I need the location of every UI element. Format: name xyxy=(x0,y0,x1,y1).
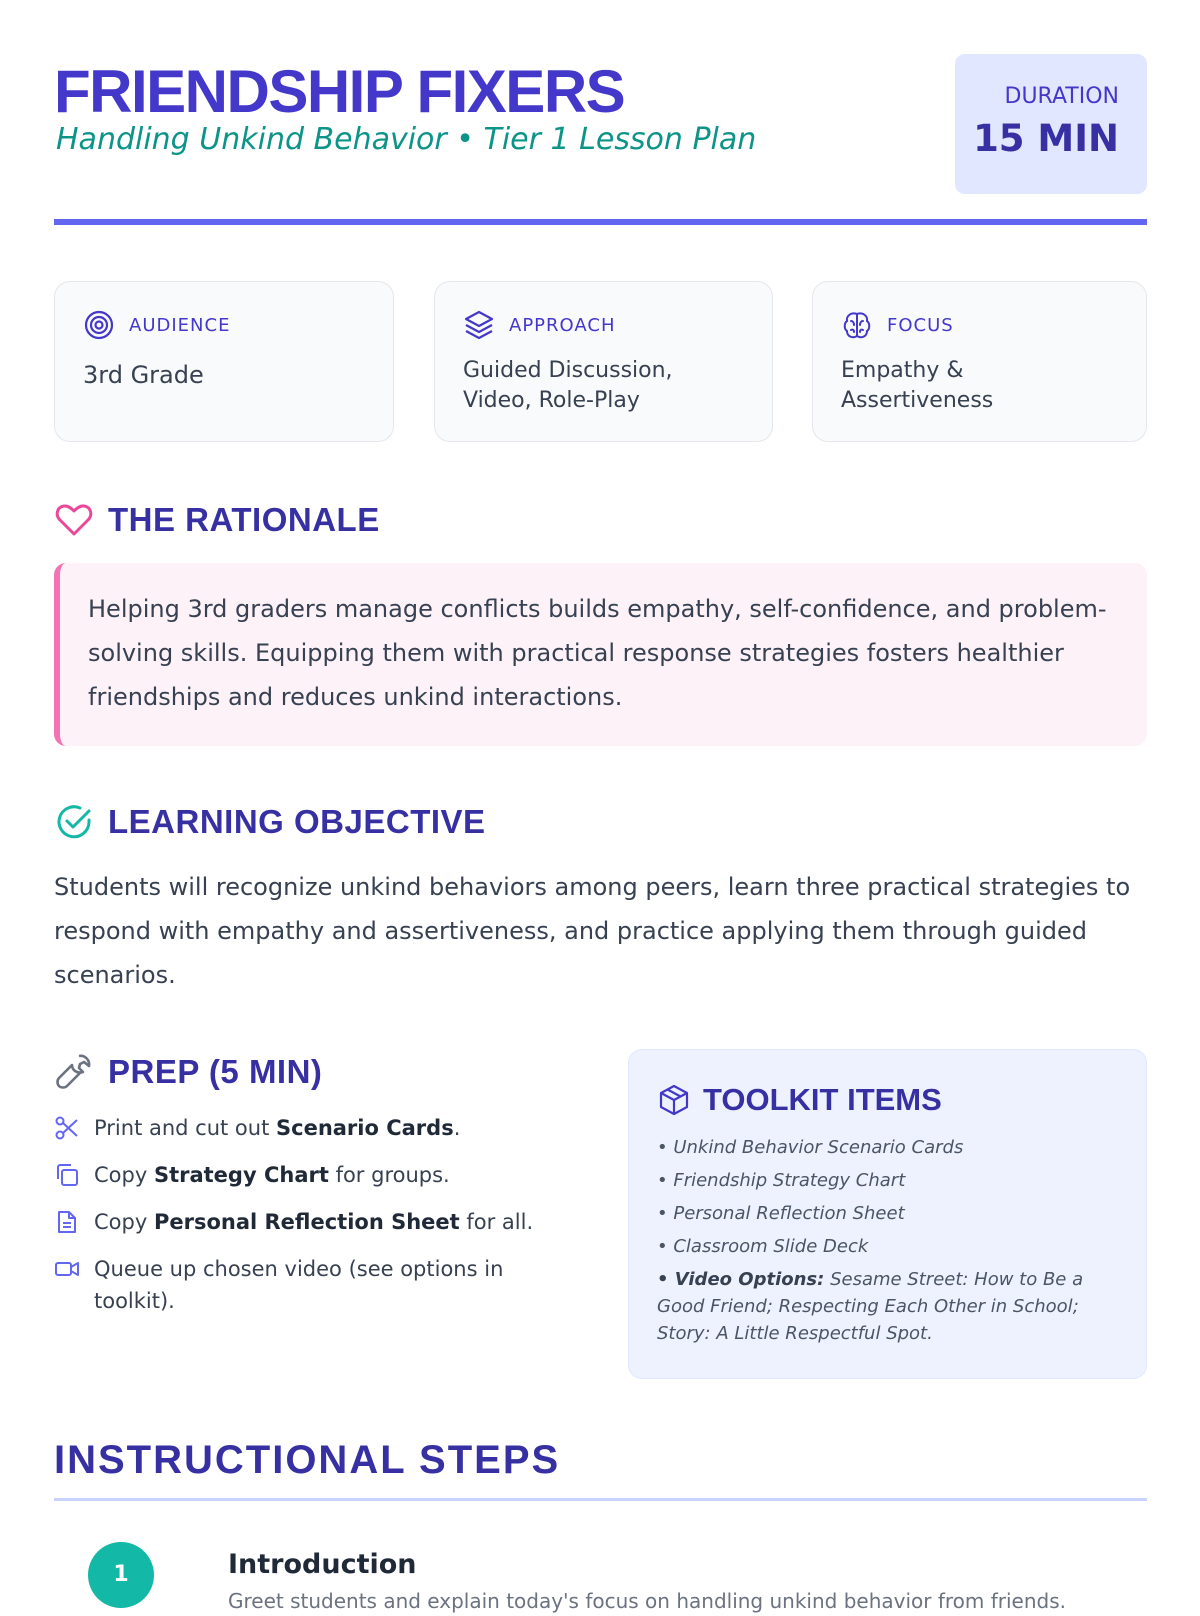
steps-heading: INSTRUCTIONAL STEPS xyxy=(54,1438,561,1482)
step-number-badge: 1 xyxy=(88,1542,154,1608)
rationale-box: Helping 3rd graders manage conflicts builds empathy, self-confidence, and problem-solving skills. Equipping them with practical response strategies fosters healthier friendships and reduces unkind interactions. xyxy=(54,563,1147,746)
page-title: FRIENDSHIP FIXERS xyxy=(54,58,625,125)
wrench-icon xyxy=(54,1052,94,1092)
video-icon xyxy=(54,1256,80,1282)
toolkit-item: • Friendship Strategy Chart xyxy=(657,1170,906,1191)
prep-item xyxy=(54,1159,574,1191)
step-title: Introduction xyxy=(228,1549,417,1580)
step-description: Greet students and explain today's focus on handling unkind behavior from friends. xyxy=(228,1589,1067,1613)
header xyxy=(54,52,1147,194)
approach-label: APPROACH xyxy=(509,314,616,336)
toolkit-title: TOOLKIT ITEMS xyxy=(703,1082,942,1117)
heart-icon xyxy=(54,500,94,540)
toolkit-panel xyxy=(628,1049,1147,1379)
prep-item xyxy=(54,1206,574,1238)
copy-icon xyxy=(54,1162,80,1188)
prep-item xyxy=(54,1253,574,1317)
approach-card xyxy=(434,281,773,442)
prep-heading xyxy=(54,1050,322,1094)
rationale-title: THE RATIONALE xyxy=(108,501,380,538)
check-circle-icon xyxy=(54,802,94,842)
prep-item-text: Copy Personal Reflection Sheet for all. xyxy=(94,1210,534,1234)
focus-label: FOCUS xyxy=(887,314,954,336)
prep-item xyxy=(54,1112,574,1144)
duration-badge xyxy=(955,54,1147,194)
prep-item-text: Copy Strategy Chart for groups. xyxy=(94,1163,450,1187)
lesson-plan-page xyxy=(54,0,1147,1613)
package-icon xyxy=(657,1083,691,1117)
objective-title: LEARNING OBJECTIVE xyxy=(108,803,486,840)
audience-label: AUDIENCE xyxy=(129,314,231,336)
focus-card xyxy=(812,281,1147,442)
page-subtitle: Handling Unkind Behavior • Tier 1 Lesson Plan xyxy=(56,122,757,157)
toolkit-item: • Classroom Slide Deck xyxy=(657,1236,869,1257)
audience-card xyxy=(54,281,394,442)
toolkit-item: • Unkind Behavior Scenario Cards xyxy=(657,1137,964,1158)
approach-value: Guided Discussion, Video, Role-Play xyxy=(463,358,673,413)
rationale-heading xyxy=(54,498,380,542)
objective-text: Students will recognize unkind behaviors among peers, learn three practical strategies to respond with empathy and assertiveness, and practice applying them through guided scenarios. xyxy=(54,873,1131,989)
audience-value: 3rd Grade xyxy=(83,361,204,389)
document-icon xyxy=(54,1209,80,1235)
scissors-icon xyxy=(54,1115,80,1141)
prep-item-text: Queue up chosen video (see options in toolkit). xyxy=(94,1257,504,1313)
toolkit-item: • Personal Reflection Sheet xyxy=(657,1203,905,1224)
duration-value: 15 MIN xyxy=(973,117,1119,160)
toolkit-video-options: • Video Options: Sesame Street: How to Be a Good Friend; Respecting Each Other in School; Story: A Little Respectful Spot. xyxy=(657,1269,1084,1344)
objective-heading xyxy=(54,800,486,844)
steps-divider xyxy=(54,1498,1147,1501)
prep-item-text: Print and cut out Scenario Cards. xyxy=(94,1116,461,1140)
prep-list xyxy=(54,1112,574,1332)
duration-label: DURATION xyxy=(1004,84,1119,109)
focus-value: Empathy & Assertiveness xyxy=(841,358,994,413)
target-icon xyxy=(83,309,115,341)
layers-icon xyxy=(463,309,495,341)
toolkit-list xyxy=(657,1134,1118,1347)
prep-title: PREP (5 MIN) xyxy=(108,1053,323,1090)
header-divider xyxy=(54,219,1147,225)
brain-icon xyxy=(841,309,873,341)
